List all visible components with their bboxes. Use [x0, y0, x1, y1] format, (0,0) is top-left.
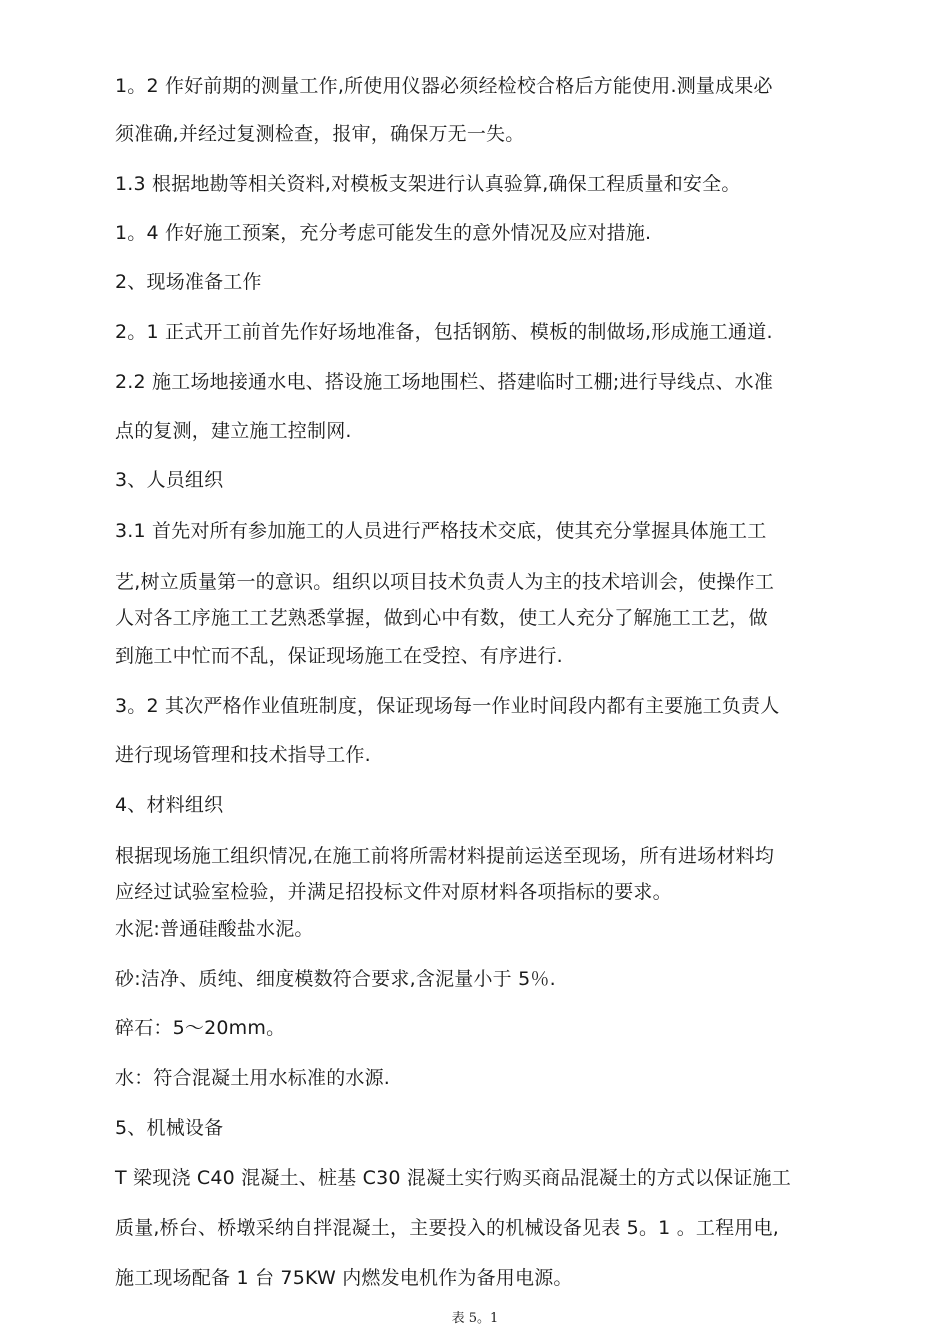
material-gravel: 碎石：5～20mm。: [115, 1017, 286, 1039]
paragraph-4-line-1: 根据现场施工组织情况,在施工前将所需材料提前运送至现场，所有进场材料均: [115, 845, 775, 867]
paragraph-1-2-line-1: 1。2 作好前期的测量工作,所使用仪器必须经检校合格后方能使用.测量成果必: [115, 75, 773, 97]
material-water: 水：符合混凝土用水标准的水源.: [115, 1067, 391, 1089]
paragraph-3-1-line-2: 艺,树立质量第一的意识。组织以项目技术负责人为主的技术培训会，使操作工: [115, 571, 775, 593]
table-caption: 表 5。1: [451, 1311, 499, 1326]
paragraph-3-2-line-1: 3。2 其次严格作业值班制度，保证现场每一作业时间段内都有主要施工负责人: [115, 695, 780, 717]
paragraph-5-line-3: 施工现场配备 1 台 75KW 内燃发电机作为备用电源。: [115, 1267, 573, 1289]
paragraph-2-1: 2。1 正式开工前首先作好场地准备，包括钢筋、模板的制做场,形成施工通道.: [115, 321, 773, 343]
section-heading-3: 3、人员组织: [115, 469, 224, 491]
paragraph-5-line-2: 质量,桥台、桥墩采纳自拌混凝土，主要投入的机械设备见表 5。1 。工程用电,: [115, 1217, 779, 1239]
material-cement: 水泥:普通硅酸盐水泥。: [115, 918, 314, 940]
paragraph-5-line-1: T 梁现浇 C40 混凝土、桩基 C30 混凝土实行购买商品混凝土的方式以保证施工: [115, 1167, 791, 1189]
paragraph-3-1-line-3: 人对各工序施工工艺熟悉掌握，做到心中有数，使工人充分了解施工工艺，做: [115, 607, 768, 629]
paragraph-4-line-2: 应经过试验室检验，并满足招投标文件对原材料各项指标的要求。: [115, 881, 672, 903]
section-heading-5: 5、机械设备: [115, 1117, 224, 1139]
section-heading-2: 2、现场准备工作: [115, 271, 262, 293]
paragraph-3-1-line-4: 到施工中忙而不乱，保证现场施工在受控、有序进行.: [115, 645, 563, 667]
paragraph-3-1-line-1: 3.1 首先对所有参加施工的人员进行严格技术交底，使其充分掌握具体施工工: [115, 520, 767, 542]
paragraph-2-2-line-2: 点的复测，建立施工控制网.: [115, 420, 352, 442]
paragraph-3-2-line-2: 进行现场管理和技术指导工作.: [115, 744, 371, 766]
paragraph-1-2-line-2: 须准确,并经过复测检查，报审，确保万无一失。: [115, 123, 525, 145]
paragraph-1-3: 1.3 根据地勘等相关资料,对模板支架进行认真验算,确保工程质量和安全。: [115, 173, 741, 195]
material-sand: 砂:洁净、质纯、细度模数符合要求,含泥量小于 5％.: [115, 968, 556, 990]
paragraph-1-4: 1。4 作好施工预案，充分考虑可能发生的意外情况及应对措施.: [115, 222, 652, 244]
paragraph-2-2-line-1: 2.2 施工场地接通水电、搭设施工场地围栏、搭建临时工棚;进行导线点、水准: [115, 371, 774, 393]
section-heading-4: 4、材料组织: [115, 794, 224, 816]
